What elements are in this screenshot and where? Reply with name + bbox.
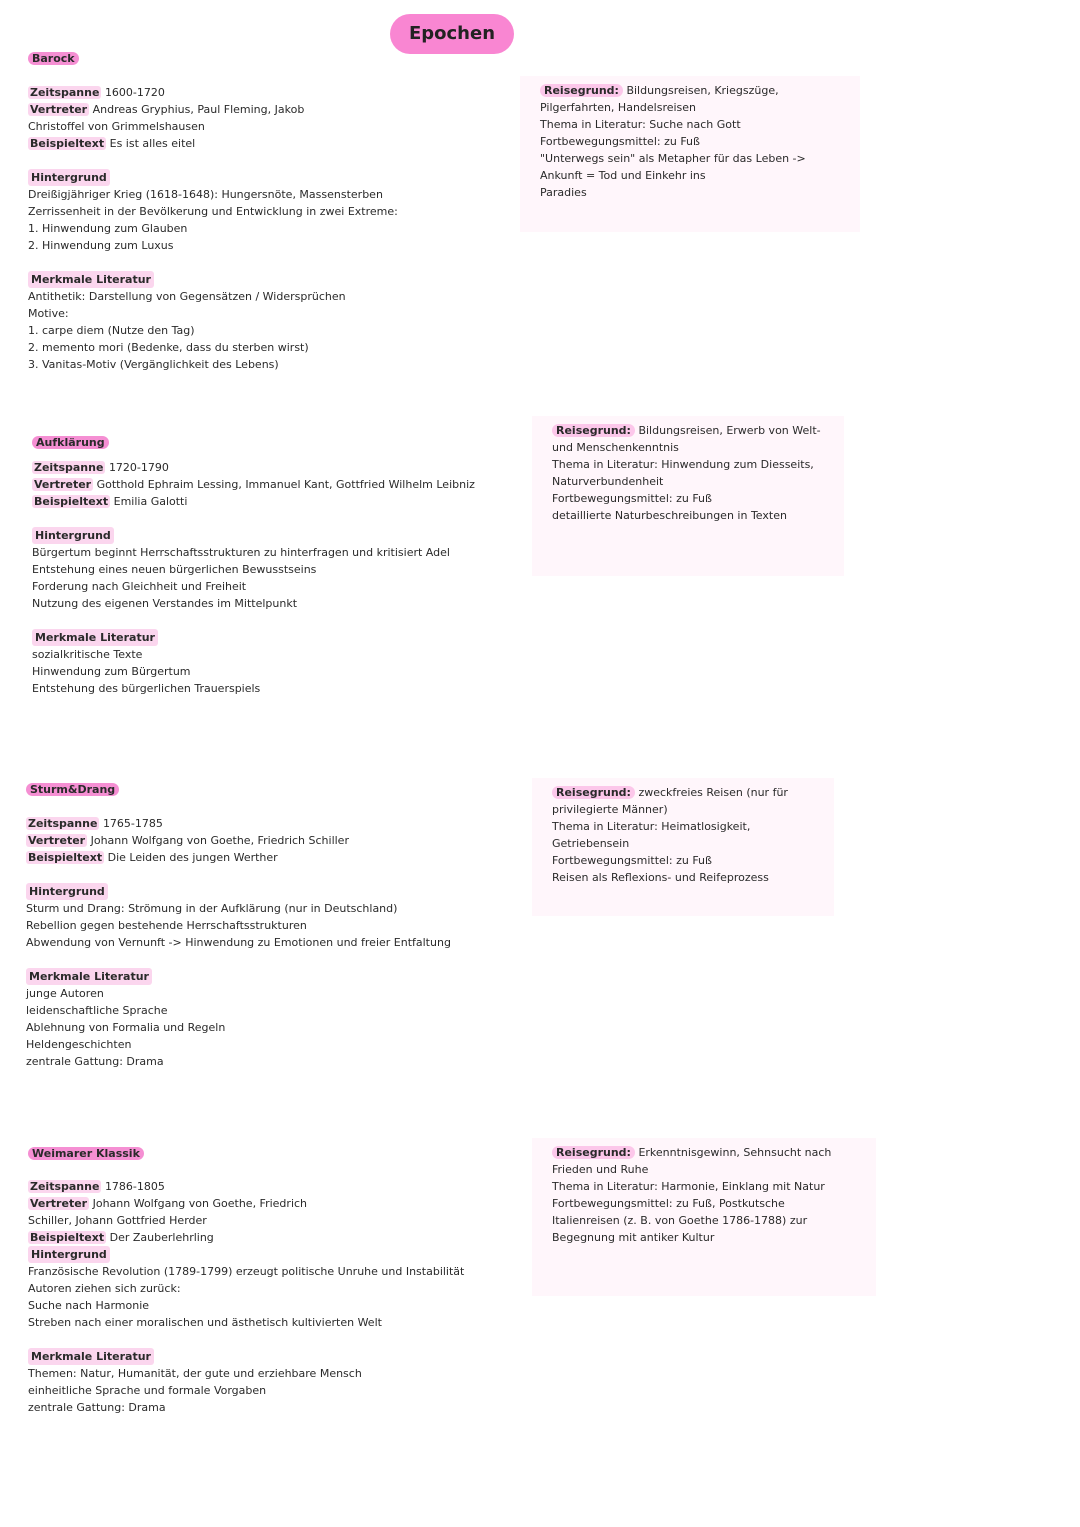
merkmale-line: zentrale Gattung: Drama [28,1401,166,1414]
vertreter-row [28,101,398,118]
vertreter-row [26,832,451,849]
reise-line [552,818,820,835]
reise-text: Bildungsreisen, Erwerb von Welt- [638,424,821,437]
zeitspanne-row [28,1178,464,1195]
merkmale-line: sozialkritische Texte [32,648,143,661]
reise-line [552,1195,862,1212]
reise-box-weimarer-klassik [532,1138,876,1296]
reise-text: Thema in Literatur: Heimatlosigkeit, [552,820,751,833]
reise-line [540,116,846,133]
vertreter-label: Vertreter [30,1197,88,1210]
reise-text: Begegnung mit antiker Kultur [552,1231,715,1244]
merkmale-line: zentrale Gattung: Drama [26,1055,164,1068]
merkmale-heading-row [32,629,475,646]
spacer [26,866,451,883]
vertreter-row [28,1195,464,1212]
reise-line [552,1229,862,1246]
beispieltext-value: Emilia Galotti [113,495,188,508]
zeitspanne-label: Zeitspanne [30,86,100,99]
beispieltext-row [28,1229,464,1246]
hintergrund-heading: Hintergrund [32,527,114,544]
vertreter-value: Schiller, Johann Gottfried Herder [28,1214,207,1227]
hintergrund-heading: Hintergrund [28,1246,110,1263]
hintergrund-line: Sturm und Drang: Strömung in der Aufklärung (nur in Deutschland) [26,902,398,915]
reise-text: "Unterwegs sein" als Metapher für das Leben -> [540,152,806,165]
beispieltext-label: Beispieltext [30,1231,105,1244]
reise-text: und Menschenkenntnis [552,441,679,454]
section-title: Weimarer Klassik [28,1147,144,1160]
hintergrund-line: Forderung nach Gleichheit und Freiheit [32,580,247,593]
vertreter-value: Johann Wolfgang von Goethe, Friedrich [92,1197,308,1210]
reise-text: Thema in Literatur: Harmonie, Einklang mit Natur [552,1180,825,1193]
reise-text: Getriebensein [552,837,630,850]
reise-text: Erkenntnisgewinn, Sehnsucht nach [638,1146,832,1159]
merkmale-heading-row [26,968,451,985]
hintergrund-line: 1. Hinwendung zum Glauben [28,222,188,235]
merkmale-heading-row [28,271,398,288]
reisegrund-label: Reisegrund: [552,424,635,437]
reisegrund-label: Reisegrund: [552,786,635,799]
hintergrund-line: Suche nach Harmonie [28,1299,150,1312]
reise-line [552,1144,862,1161]
hintergrund-line: Streben nach einer moralischen und ästhetisch kultivierten Welt [28,1316,382,1329]
zeitspanne-value: 1786-1805 [104,1180,165,1193]
reise-line [552,869,820,886]
section-sturm-und-drang [26,781,451,1070]
hintergrund-heading-row [28,169,398,186]
spacer [32,612,475,629]
hintergrund-heading-row [28,1246,464,1263]
section-title: Sturm&Drang [26,783,119,796]
vertreter-value: Johann Wolfgang von Goethe, Friedrich Schiller [90,834,349,847]
merkmale-line: einheitliche Sprache und formale Vorgaben [28,1384,267,1397]
reise-text: Fortbewegungsmittel: zu Fuß [540,135,700,148]
reise-text: zweckfreies Reisen (nur für [638,786,788,799]
spacer [28,152,398,169]
hintergrund-line: Dreißigjähriger Krieg (1618-1648): Hungersnöte, Massensterben [28,188,383,201]
reise-line [540,150,846,167]
reise-text: Naturverbundenheit [552,475,664,488]
merkmale-line: Entstehung des bürgerlichen Trauerspiels [32,682,261,695]
reise-line [552,1178,862,1195]
page-title: Epochen [390,14,514,54]
reise-line [540,184,846,201]
reise-line [552,507,830,524]
section-tag [32,434,475,451]
reise-line [540,167,846,184]
reise-box-aufklaerung [532,416,844,576]
hintergrund-line: Nutzung des eigenen Verstandes im Mittelpunkt [32,597,298,610]
spacer [32,510,475,527]
reise-box-sturm-und-drang [532,778,834,916]
reise-line [540,99,846,116]
merkmale-line: Hinwendung zum Bürgertum [32,665,191,678]
reise-line [552,422,830,439]
hintergrund-line: Autoren ziehen sich zurück: [28,1282,181,1295]
section-title: Aufklärung [32,436,109,449]
reise-line [552,1212,862,1229]
vertreter-value: Christoffel von Grimmelshausen [28,120,205,133]
reise-text: Fortbewegungsmittel: zu Fuß, Postkutsche [552,1197,785,1210]
reise-line [552,1161,862,1178]
section-title: Barock [28,52,79,65]
beispieltext-row [28,135,398,152]
reise-text: Thema in Literatur: Hinwendung zum Diesseits, [552,458,814,471]
vertreter-label: Vertreter [34,478,92,491]
merkmale-line: 2. memento mori (Bedenke, dass du sterben wirst) [28,341,309,354]
hintergrund-heading: Hintergrund [26,883,108,900]
zeitspanne-row [26,815,451,832]
reise-line [540,133,846,150]
reise-text: Bildungsreisen, Kriegszüge, [626,84,779,97]
reise-text: Pilgerfahrten, Handelsreisen [540,101,697,114]
merkmale-line: 1. carpe diem (Nutze den Tag) [28,324,195,337]
beispieltext-label: Beispieltext [30,137,105,150]
reise-box-barock [520,76,860,232]
reise-text: Fortbewegungsmittel: zu Fuß [552,492,712,505]
merkmale-heading: Merkmale Literatur [28,271,154,288]
merkmale-line: Antithetik: Darstellung von Gegensätzen / Widersprüchen [28,290,346,303]
reise-line [552,439,830,456]
reisegrund-label: Reisegrund: [552,1146,635,1159]
reise-line [552,490,830,507]
reise-line [552,456,830,473]
reise-text: Paradies [540,186,587,199]
reise-line [540,82,846,99]
section-weimarer-klassik [28,1145,464,1416]
beispieltext-row [32,493,475,510]
spacer [28,254,398,271]
section-aufklaerung [32,434,475,697]
vertreter-row [32,476,475,493]
vertreter-value: Gotthold Ephraim Lessing, Immanuel Kant, Gottfried Wilhelm Leibniz [96,478,475,491]
merkmale-line: Heldengeschichten [26,1038,132,1051]
hintergrund-line: Französische Revolution (1789-1799) erzeugt politische Unruhe und Instabilität [28,1265,465,1278]
zeitspanne-label: Zeitspanne [30,1180,100,1193]
section-tag [28,50,398,67]
reise-text: Italienreisen (z. B. von Goethe 1786-1788) zur [552,1214,808,1227]
merkmale-heading: Merkmale Literatur [28,1348,154,1365]
hintergrund-line: Abwendung von Vernunft -> Hinwendung zu Emotionen und freier Entfaltung [26,936,451,949]
merkmale-line: Motive: [28,307,69,320]
reise-text: Fortbewegungsmittel: zu Fuß [552,854,712,867]
beispieltext-row [26,849,451,866]
merkmale-line: Themen: Natur, Humanität, der gute und erziehbare Mensch [28,1367,362,1380]
hintergrund-line: 2. Hinwendung zum Luxus [28,239,174,252]
merkmale-heading: Merkmale Literatur [32,629,158,646]
reise-text: privilegierte Männer) [552,803,668,816]
hintergrund-heading: Hintergrund [28,169,110,186]
zeitspanne-row [32,459,475,476]
reise-text: Frieden und Ruhe [552,1163,649,1176]
section-tag [28,1145,464,1162]
reise-line [552,473,830,490]
spacer [28,1331,464,1348]
vertreter-row [28,1212,464,1229]
vertreter-label: Vertreter [30,103,88,116]
zeitspanne-value: 1600-1720 [104,86,165,99]
beispieltext-value: Es ist alles eitel [109,137,196,150]
spacer [26,951,451,968]
zeitspanne-label: Zeitspanne [34,461,104,474]
reise-line [552,835,820,852]
zeitspanne-label: Zeitspanne [28,817,98,830]
beispieltext-value: Der Zauberlehrling [109,1231,214,1244]
merkmale-line: 3. Vanitas-Motiv (Vergänglichkeit des Lebens) [28,358,279,371]
vertreter-row [28,118,398,135]
zeitspanne-value: 1720-1790 [108,461,169,474]
merkmale-heading-row [28,1348,464,1365]
reise-text: detaillierte Naturbeschreibungen in Texten [552,509,787,522]
section-barock [28,50,398,373]
merkmale-line: junge Autoren [26,987,104,1000]
vertreter-label: Vertreter [28,834,86,847]
hintergrund-heading-row [26,883,451,900]
beispieltext-label: Beispieltext [34,495,109,508]
beispieltext-value: Die Leiden des jungen Werther [107,851,278,864]
hintergrund-line: Entstehung eines neuen bürgerlichen Bewusstseins [32,563,317,576]
reise-line [552,801,820,818]
reise-line [552,852,820,869]
hintergrund-line: Bürgertum beginnt Herrschaftsstrukturen zu hinterfragen und kritisiert Adel [32,546,450,559]
merkmale-line: leidenschaftliche Sprache [26,1004,168,1017]
section-tag [26,781,451,798]
hintergrund-heading-row [32,527,475,544]
reise-text: Ankunft = Tod und Einkehr ins [540,169,706,182]
zeitspanne-row [28,84,398,101]
merkmale-line: Ablehnung von Formalia und Regeln [26,1021,226,1034]
reise-line [552,784,820,801]
zeitspanne-value: 1765-1785 [102,817,163,830]
beispieltext-label: Beispieltext [28,851,103,864]
reise-text: Reisen als Reflexions- und Reifeprozess [552,871,769,884]
merkmale-heading: Merkmale Literatur [26,968,152,985]
hintergrund-line: Zerrissenheit in der Bevölkerung und Entwicklung in zwei Extreme: [28,205,398,218]
vertreter-value: Andreas Gryphius, Paul Fleming, Jakob [92,103,305,116]
reise-text: Thema in Literatur: Suche nach Gott [540,118,741,131]
reisegrund-label: Reisegrund: [540,84,623,97]
hintergrund-line: Rebellion gegen bestehende Herrschaftsstrukturen [26,919,307,932]
